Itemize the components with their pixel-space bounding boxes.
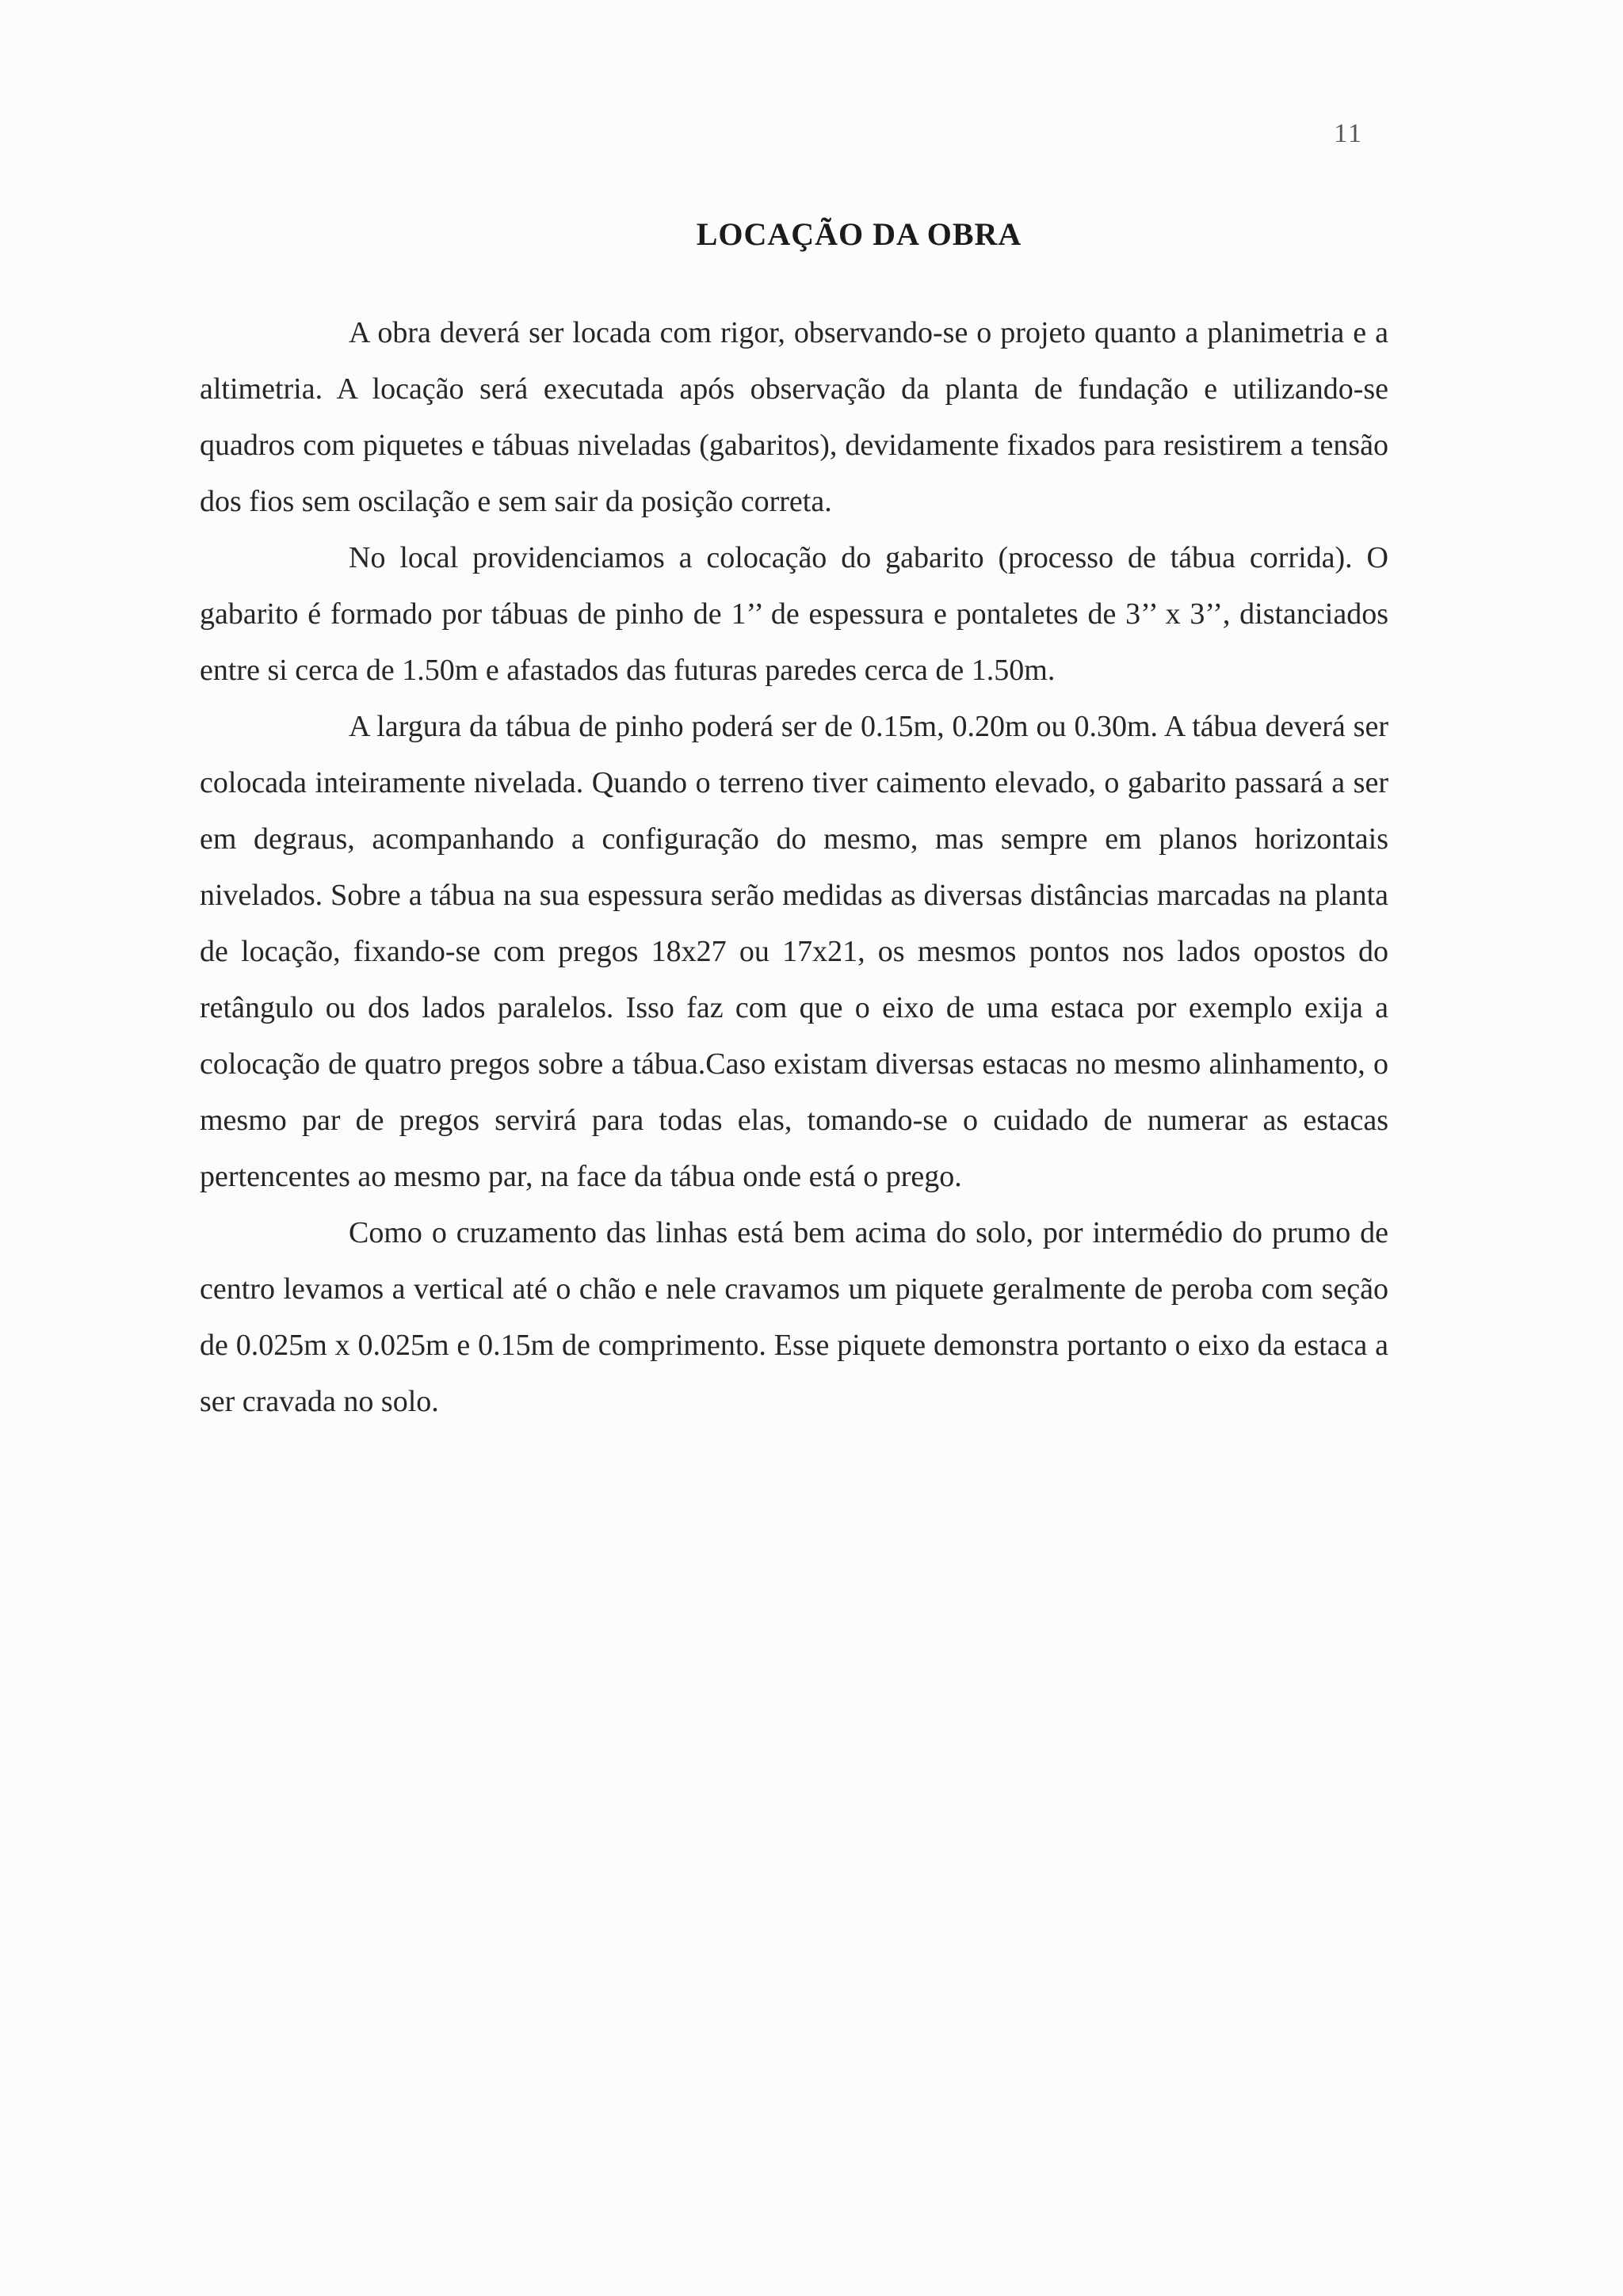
paragraph: A largura da tábua de pinho poderá ser de 0.15m, 0.20m ou 0.30m. A tábua deverá ser colocada inteiramente nivelada. Quando o terreno tiver caimento elevado, o gabarito passará a ser em degraus, acompanhando a configuração do mesmo, mas sempre em planos horizontais nivelados. Sobre a tábua na sua espessura serão medidas as diversas distâncias marcadas na planta de locação, fixando-se com pregos 18x27 ou 17x21, os mesmos pontos nos lados opostos do retângulo ou dos lados paralelos. Isso faz com que o eixo de uma estaca por exemplo exija a colocação de quatro pregos sobre a tábua.Caso existam diversas estacas no mesmo alinhamento, o mesmo par de pregos servirá para todas elas, tomando-se o cuidado de numerar as estacas pertencentes ao mesmo par, na face da tábua onde está o prego. [200,710,1388,1193]
paragraph: A obra deverá ser locada com rigor, observando-se o projeto quanto a planimetria e a altimetria. A locação será executada após observação da planta de fundação e utilizando-se quadros com piquetes e tábuas niveladas (gabaritos), devidamente fixados para resistirem a tensão dos fios sem oscilação e sem sair da posição correta. [200,316,1388,518]
paragraph: Como o cruzamento das linhas está bem acima do solo, por intermédio do prumo de centro levamos a vertical até o chão e nele cravamos um piquete geralmente de peroba com seção de 0.025m x 0.025m e 0.15m de comprimento. Esse piquete demonstra portanto o eixo da estaca a ser cravada no solo. [200,1216,1388,1418]
page-title: LOCAÇÃO DA OBRA [696,216,1022,252]
page-number: 11 [1334,119,1363,148]
body-text [200,305,1388,1430]
paragraph: No local providenciamos a colocação do gabarito (processo de tábua corrida). O gabarito é formado por tábuas de pinho de 1’’ de espessura e pontaletes de 3’’ x 3’’, distanciados entre si cerca de 1.50m e afastados das futuras paredes cerca de 1.50m. [200,541,1388,687]
